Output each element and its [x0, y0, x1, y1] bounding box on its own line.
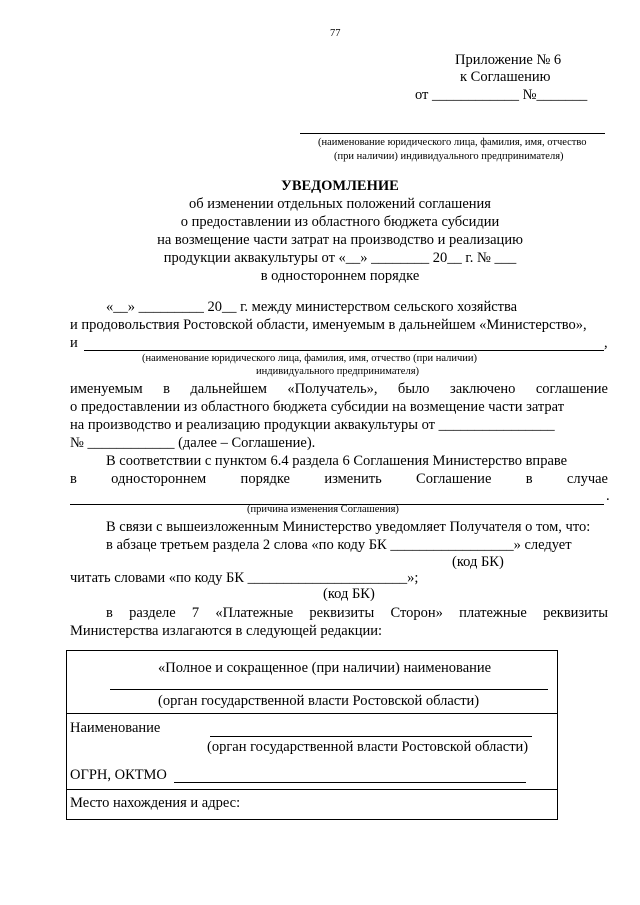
appendix-title: Приложение № 6: [455, 52, 562, 68]
recipient-caption-1: (наименование юридического лица, фамилия, имя, отчество: [318, 137, 587, 148]
paragraph-4-line-3: читать словами «по коду БК ______________________»;: [70, 570, 419, 586]
table-row-1-caption: (орган государственной власти Ростовской области): [158, 693, 480, 709]
party-name-line: [84, 350, 604, 351]
paragraph-3-line-1: В соответствии с пунктом 6.4 раздела 6 Соглашения Министерство вправе: [106, 453, 568, 469]
paragraph-1-line-1: «__» _________ 20__ г. между министерством сельского хозяйства: [106, 299, 518, 315]
paragraph-2-line-3: на производство и реализацию продукции аквакультуры от ________________: [70, 417, 555, 433]
party-caption-1: (наименование юридического лица, фамилия, имя, отчество (при наличии): [142, 353, 478, 364]
paragraph-2-line-4: № ____________ (далее – Соглашение).: [70, 435, 316, 451]
reason-caption: (причина изменения Соглашения): [247, 504, 399, 515]
paragraph-2-line-1: именуемым в дальнейшем «Получатель», было заключено соглашение: [70, 381, 608, 397]
paragraph-4-caption-1: (код БК): [452, 554, 504, 570]
table-row-2-line: [210, 736, 532, 737]
table-row-2-caption: (орган государственной власти Ростовской области): [207, 739, 529, 755]
paragraph-5-line-1: в разделе 7 «Платежные реквизиты Сторон» платежные реквизиты: [106, 605, 608, 621]
table-row-1-title: «Полное и сокращенное (при наличии) наименование: [158, 660, 492, 676]
subheading-line-3: на возмещение части затрат на производство и реализацию: [157, 232, 523, 248]
paragraph-4-line-1: В связи с вышеизложенным Министерство уведомляет Получателя о том, что:: [106, 519, 591, 535]
subheading-line-1: об изменении отдельных положений соглашения: [189, 196, 491, 212]
appendix-reference: от ____________ №_______: [415, 87, 588, 103]
table-row-3-label: ОГРН, ОКТМО: [70, 767, 167, 783]
table-row-4-label: Место нахождения и адрес:: [70, 795, 241, 811]
appendix-subtitle: к Соглашению: [460, 69, 551, 85]
paragraph-3-line-2: в одностороннем порядке изменить Соглашение в случае: [70, 471, 608, 487]
document-heading: УВЕДОМЛЕНИЕ: [281, 178, 399, 194]
paragraph-4-line-2: в абзаце третьем раздела 2 слова «по коду БК _________________» следует: [106, 537, 572, 553]
paragraph-3-dot: .: [606, 488, 610, 504]
paragraph-4-caption-2: (код БК): [323, 586, 375, 602]
paragraph-1-line-2: и продовольствия Ростовской области, именуемым в дальнейшем «Министерство»,: [70, 317, 587, 333]
subheading-line-4: продукции аквакультуры от «__» ________ 20__ г. № ___: [163, 250, 517, 266]
paragraph-1-comma: ,: [604, 335, 608, 351]
subheading-line-2: о предоставлении из областного бюджета субсидии: [180, 214, 500, 230]
table-row-3-line: [174, 782, 526, 783]
paragraph-2-line-2: о предоставлении из областного бюджета субсидии на возмещение части затрат: [70, 399, 565, 415]
recipient-line: [300, 133, 605, 134]
party-caption-2: индивидуального предпринимателя): [256, 366, 420, 377]
subheading-line-5: в одностороннем порядке: [260, 268, 420, 284]
table-divider-1: [66, 713, 557, 714]
table-divider-2: [66, 789, 557, 790]
recipient-caption-2: (при наличии) индивидуального предпринимателя): [334, 151, 564, 162]
table-row-1-line: [110, 689, 548, 690]
paragraph-5-line-2: Министерства излагаются в следующей редакции:: [70, 623, 383, 639]
table-row-2-label: Наименование: [70, 720, 161, 736]
paragraph-1-and: и: [70, 335, 78, 351]
page-number: 77: [330, 28, 341, 39]
